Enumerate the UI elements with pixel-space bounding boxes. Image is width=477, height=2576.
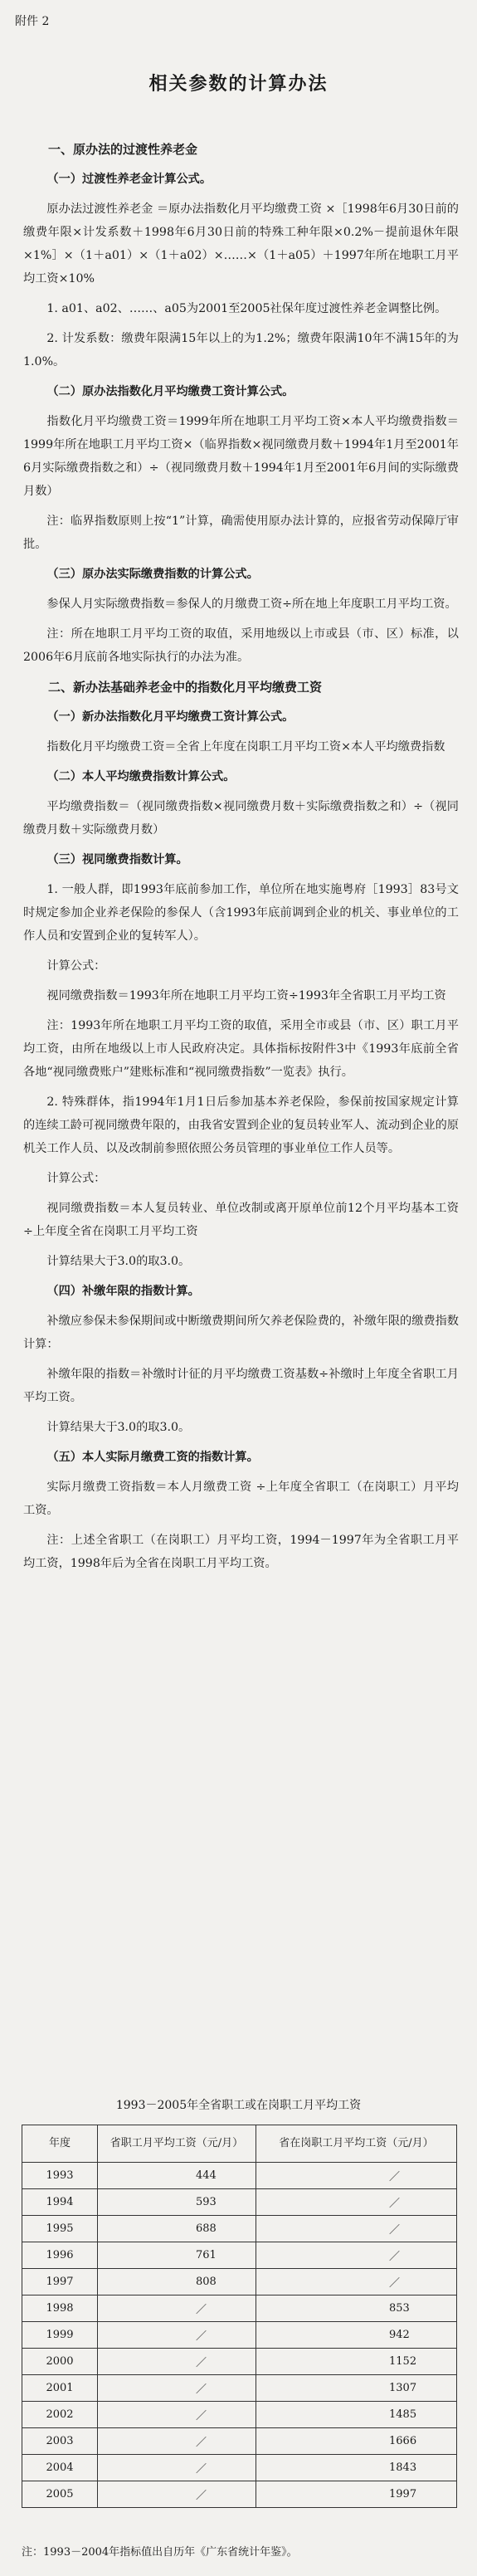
paragraph: 1. 一般人群，即1993年底前参加工作，单位所在地实施粤府［1993］83号文时规定参加企业养老保险的参保人（含1993年底前调到企业的机关、事业单位的工作人员和安置到企业的复转军人）。	[23, 883, 459, 943]
paragraph: 注：所在地职工月平均工资的取值，采用地级以上市或县（市、区）标准，以2006年6月底前各地实际执行的办法为准。	[23, 627, 459, 664]
cell-province-wage: ／	[98, 2481, 256, 2508]
cell-year: 2004	[22, 2455, 98, 2481]
paragraph: 计算结果大于3.0的取3.0。	[46, 1421, 191, 1434]
cell-year: 1999	[22, 2322, 98, 2349]
table-title: 1993－2005年全省职工或在岗职工月平均工资	[115, 2099, 362, 2112]
cell-year: 2000	[22, 2349, 98, 2375]
cell-onpost-wage: 1843	[256, 2455, 457, 2481]
cell-province-wage: 444	[98, 2163, 256, 2189]
cell-year: 2005	[22, 2481, 98, 2508]
subsection-heading: （三）视同缴费指数计算。	[46, 853, 188, 866]
cell-onpost-wage: 1307	[256, 2375, 457, 2402]
cell-onpost-wage: 1152	[256, 2349, 457, 2375]
table-row	[22, 2481, 457, 2508]
section-heading: 二、新办法基础养老金中的指数化月平均缴费工资	[48, 680, 323, 695]
paragraph: 视同缴费指数＝本人复员转业、单位改制或离开原单位前12个月平均基本工资÷上年度全省在岗职工月平均工资	[23, 1202, 459, 1238]
attachment-label: 附件 2	[15, 15, 50, 28]
table-row	[22, 2189, 457, 2216]
cell-year: 1997	[22, 2269, 98, 2295]
paragraph: 计算公式：	[46, 959, 106, 973]
table-row	[22, 2455, 457, 2481]
cell-province-wage: ／	[98, 2375, 256, 2402]
table-row	[22, 2269, 457, 2295]
paragraph: 补缴年限的指数＝补缴时计征的月平均缴费工资基数÷补缴时上年度全省职工月平均工资。	[23, 1368, 459, 1404]
paragraph: 注：临界指数原则上按“1”计算，确需使用原办法计算的，应报省劳动保障厅审批。	[23, 515, 459, 551]
paragraph: 2. 计发系数：缴费年限满15年以上的为1.2%；缴费年限满10年不满15年的为1.0%。	[23, 332, 459, 368]
subsection-heading: （五）本人实际月缴费工资的指数计算。	[46, 1451, 259, 1464]
cell-onpost-wage: ／	[256, 2216, 457, 2242]
table-row	[22, 2216, 457, 2242]
cell-province-wage: ／	[98, 2322, 256, 2349]
cell-onpost-wage: 1666	[256, 2428, 457, 2455]
paragraph: 实际月缴费工资指数＝本人月缴费工资 ÷上年度全省职工（在岗职工）月平均工资。	[23, 1481, 459, 1517]
cell-onpost-wage: 853	[256, 2295, 457, 2322]
table-note: 注：1993－2004年指标值出自历年《广东省统计年鉴》。	[22, 2546, 298, 2559]
document-body	[23, 133, 459, 1582]
paragraph: 1. a01、a02、……、a05为2001至2005社保年度过渡性养老金调整比例。	[46, 302, 447, 315]
document-title: 相关参数的计算办法	[148, 74, 329, 95]
cell-province-wage: 808	[98, 2269, 256, 2295]
subsection-heading: （一）过渡性养老金计算公式。	[46, 173, 212, 186]
paragraph: 视同缴费指数＝1993年所在地职工月平均工资÷1993年全省职工月平均工资	[46, 989, 446, 1003]
cell-province-wage: ／	[98, 2428, 256, 2455]
table-row	[22, 2163, 457, 2189]
cell-year: 1998	[22, 2295, 98, 2322]
cell-province-wage: ／	[98, 2455, 256, 2481]
cell-onpost-wage: ／	[256, 2189, 457, 2216]
cell-year: 1993	[22, 2163, 98, 2189]
paragraph: 参保人月实际缴费指数＝参保人的月缴费工资÷所在地上年度职工月平均工资。	[46, 598, 457, 611]
paragraph: 2. 特殊群体，指1994年1月1日后参加基本养老保险，参保前按国家规定计算的连续工龄可视同缴费年限的，由我省安置到企业的复员转业军人、流动到企业的原机关工作人员、以及改制前参照依照公务员管理的事业单位工作人员等。	[23, 1095, 459, 1155]
cell-year: 2001	[22, 2375, 98, 2402]
cell-province-wage: 761	[98, 2242, 256, 2269]
cell-province-wage: 593	[98, 2189, 256, 2216]
table-row	[22, 2295, 457, 2322]
paragraph: 计算公式：	[46, 1172, 106, 1185]
cell-onpost-wage: 1997	[256, 2481, 457, 2508]
paragraph: 指数化月平均缴费工资＝1999年所在地职工月平均工资×本人平均缴费指数＝1999年所在地职工月平均工资×（临界指数×视同缴费月数＋1994年1月至2001年6月实际缴费指数之和）÷（视同缴费月数＋1994年1月至2001年6月间的实际缴费月数）	[23, 415, 459, 498]
table-row	[22, 2242, 457, 2269]
cell-province-wage: 688	[98, 2216, 256, 2242]
table-row	[22, 2428, 457, 2455]
subsection-heading: （一）新办法指数化月平均缴费工资计算公式。	[46, 710, 294, 724]
paragraph: 原办法过渡性养老金 ＝原办法指数化月平均缴费工资 ×［1998年6月30日前的缴费年限×计发系数＋1998年6月30日前的特殊工种年限×0.2%－提前退休年限×1%］×（1＋a01）×（1＋a02）×……×（1＋a05）＋1997年所在地职工月平均工资×10%	[23, 202, 459, 285]
cell-year: 1995	[22, 2216, 98, 2242]
cell-onpost-wage: ／	[256, 2242, 457, 2269]
header-province-wage: 省职工月平均工资（元/月）	[98, 2125, 256, 2163]
section-heading: 一、原办法的过渡性养老金	[48, 142, 198, 157]
cell-year: 2002	[22, 2402, 98, 2428]
cell-onpost-wage: ／	[256, 2163, 457, 2189]
table-header-row	[22, 2125, 457, 2163]
cell-year: 1996	[22, 2242, 98, 2269]
table-body	[22, 2163, 457, 2508]
wage-table	[22, 2125, 457, 2508]
subsection-heading: （三）原办法实际缴费指数的计算公式。	[46, 568, 259, 581]
cell-province-wage: ／	[98, 2349, 256, 2375]
paragraph: 计算结果大于3.0的取3.0。	[46, 1255, 191, 1268]
cell-province-wage: ／	[98, 2402, 256, 2428]
paragraph: 注：上述全省职工（在岗职工）月平均工资，1994－1997年为全省职工月平均工资，1998年后为全省在岗职工月平均工资。	[23, 1534, 459, 1570]
cell-onpost-wage: 1485	[256, 2402, 457, 2428]
table-row	[22, 2349, 457, 2375]
table-row	[22, 2375, 457, 2402]
cell-year: 1994	[22, 2189, 98, 2216]
subsection-heading: （二）本人平均缴费指数计算公式。	[46, 770, 236, 783]
paragraph: 指数化月平均缴费工资＝全省上年度在岗职工月平均工资×本人平均缴费指数	[46, 740, 445, 754]
header-year: 年度	[22, 2125, 98, 2163]
cell-province-wage: ／	[98, 2295, 256, 2322]
cell-onpost-wage: 942	[256, 2322, 457, 2349]
table-row	[22, 2322, 457, 2349]
paragraph: 注：1993年所在地职工月平均工资的取值，采用全市或县（市、区）职工月平均工资，由所在地级以上市人民政府决定。具体指标按附件3中《1993年底前全省各地“视同缴费账户”建账标准和“视同缴费指数”一览表》执行。	[23, 1019, 459, 1079]
cell-year: 2003	[22, 2428, 98, 2455]
table-row	[22, 2402, 457, 2428]
subsection-heading: （二）原办法指数化月平均缴费工资计算公式。	[46, 385, 294, 398]
paragraph: 补缴应参保未参保期间或中断缴费期间所欠养老保险费的，补缴年限的缴费指数计算：	[23, 1315, 459, 1351]
cell-onpost-wage: ／	[256, 2269, 457, 2295]
header-onpost-wage: 省在岗职工月平均工资（元/月）	[256, 2125, 457, 2163]
paragraph: 平均缴费指数＝（视同缴费指数×视同缴费月数＋实际缴费指数之和）÷（视同缴费月数＋实际缴费月数）	[23, 800, 459, 837]
subsection-heading: （四）补缴年限的指数计算。	[46, 1285, 200, 1298]
